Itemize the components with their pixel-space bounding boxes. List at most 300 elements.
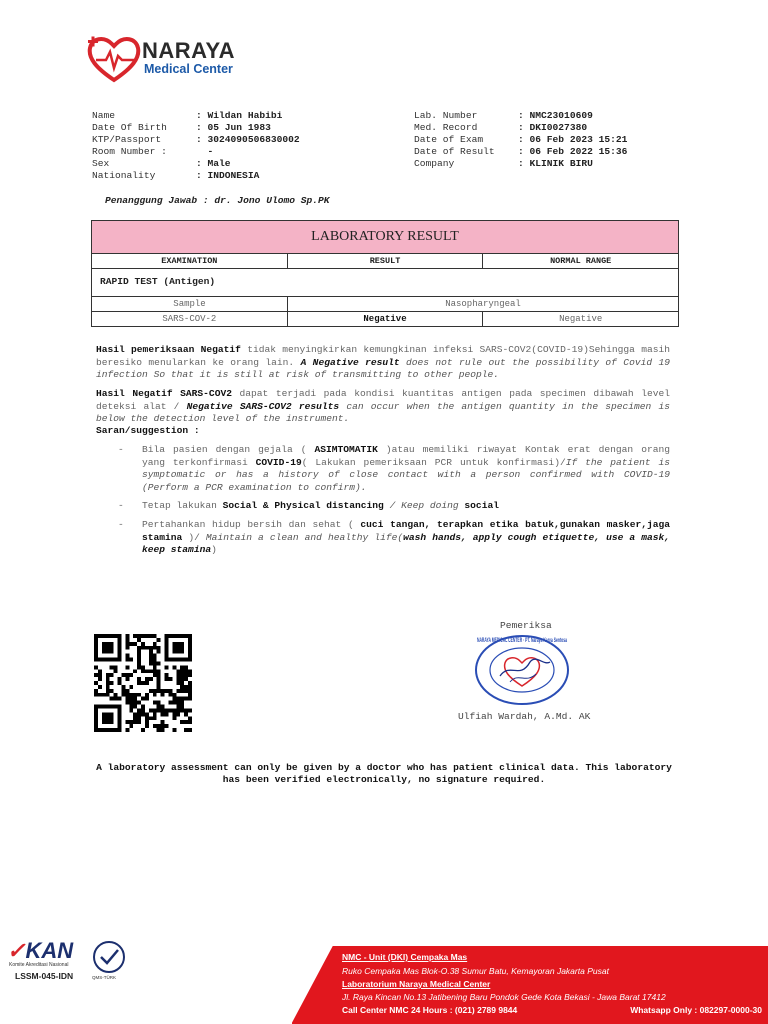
qr-module [114,669,118,673]
logo-subtitle: Medical Center [144,62,233,76]
info-value: : 05 Jun 1983 [196,122,271,133]
qr-module [184,685,188,689]
qr-code [94,634,192,732]
info-label: Company [414,158,455,169]
qr-module [145,669,149,673]
text-bold-italic: wash hands, apply cough etiquette, use a mask, keep stamina [142,531,670,555]
call-center: Call Center NMC 24 Hours : (021) 2789 9844 [342,1005,518,1015]
qr-module [180,708,184,712]
qr-module [149,716,153,720]
qr-module [114,665,118,669]
qr-module [125,689,129,693]
qr-module [141,705,145,709]
whatsapp: Whatsapp Only : 082297-0000-30 [630,1005,762,1015]
qr-module [141,646,145,650]
qr-module [165,665,169,669]
qr-module [141,728,145,732]
suggestion-item [118,444,670,494]
qr-module [145,697,149,701]
text-bold: ASIMTOMATIK [314,444,378,455]
qr-module [125,673,129,677]
lab-result-table [91,220,679,327]
qr-module [145,693,149,697]
text-bold: social [464,500,499,511]
qms-badge-icon [92,940,126,974]
qr-module [118,697,122,701]
qr-module [125,642,129,646]
kan-subtitle: Komite Akreditasi Nasional [9,962,69,968]
qr-module [165,673,169,677]
qr-module [145,712,149,716]
qr-module [137,712,141,716]
qr-module [129,697,133,701]
qr-module [110,681,114,685]
qr-module [180,720,184,724]
qr-module [106,689,110,693]
disclaimer: A laboratory assessment can only be given by a doctor who has patient clinical data. This laboratory has been verified electronically, no signature required. [96,762,672,785]
qr-module [145,681,149,685]
qr-module [184,697,188,701]
logo-brand: NARAYA [142,38,236,63]
footer-lab-name: Laboratorium Naraya Medical Center [342,979,491,989]
qr-module [161,720,165,724]
qr-module [137,716,141,720]
qr-module [172,712,176,716]
qr-module [157,669,161,673]
info-row [92,170,300,182]
qr-module [94,681,98,685]
qr-module [133,642,137,646]
qr-module [157,724,161,728]
kan-text: KAN [25,938,74,963]
bullet-dash: - [118,500,124,511]
qr-module [157,677,161,681]
qr-module [125,646,129,650]
qr-module [110,689,114,693]
note-negative-result [96,344,670,382]
qr-module [176,705,180,709]
qr-module [141,712,145,716]
qr-module [110,697,114,701]
qr-module [125,665,129,669]
table-header [92,254,678,269]
qr-module [157,650,161,654]
qr-module [102,693,106,697]
qr-module [165,689,169,693]
qr-module [137,650,141,654]
info-row [414,158,627,170]
col-result: RESULT [287,254,483,268]
info-value: : 06 Feb 2022 15:36 [518,146,628,157]
qr-module [172,701,176,705]
qr-module [188,685,192,689]
footer-contact-banner [292,946,768,1024]
qr-module [153,701,157,705]
qr-module [137,665,141,669]
qr-module [125,701,129,705]
qr-module [137,681,141,685]
bullet-dash: - [118,444,124,455]
clinic-stamp [470,632,575,707]
qr-module [153,673,157,677]
qr-module [180,697,184,701]
qr-module [149,661,153,665]
table-row [92,311,678,326]
qr-module [153,665,157,669]
qr-module [149,650,153,654]
col-normal-range: NORMAL RANGE [482,254,678,268]
qr-finder-module [102,642,114,654]
qr-module [188,673,192,677]
qr-module [118,681,122,685]
info-label: Sex [92,158,110,169]
info-value: : INDONESIA [196,170,260,181]
note-italic: does not rule out the possibility of Covid 19 infection So that it is still at risk of transmitting to other people. [96,356,670,380]
info-row [92,110,300,122]
text-bold: Social & Physical distancing [222,500,384,511]
info-value: : NMC23010609 [518,110,593,121]
info-label: Date of Exam [414,134,484,145]
qr-module [125,693,129,697]
qr-module [184,665,188,669]
qr-module [180,665,184,669]
qr-module [176,701,180,705]
suggestion-text [142,500,670,513]
qr-module [137,677,141,681]
qr-module [180,669,184,673]
qr-module [133,705,137,709]
qr-module [165,724,169,728]
info-row [92,158,300,170]
qr-module [133,701,137,705]
qr-module [153,716,157,720]
sample-label: Sample [173,299,206,309]
qr-module [180,705,184,709]
qr-module [125,728,129,732]
qr-module [141,634,145,638]
info-row [92,134,300,146]
kan-accreditation-logo [7,938,87,988]
info-value: : Male [196,158,231,169]
qr-module [129,685,133,689]
qr-module [133,716,137,720]
qr-module [141,708,145,712]
penanggung-jawab: Penanggung Jawab : dr. Jono Ulomo Sp.PK [105,195,330,206]
bullet-dash: - [118,519,124,530]
qr-module [172,693,176,697]
qr-module [121,693,125,697]
qr-module [188,720,192,724]
qr-module [157,689,161,693]
qr-module [180,701,184,705]
result-value: Negative [287,312,483,326]
qr-module [180,673,184,677]
qr-module [125,697,129,701]
qr-module [188,716,192,720]
info-value: : 3024090506830002 [196,134,300,145]
suggestion-heading: Saran/suggestion : [96,425,200,436]
qr-module [106,677,110,681]
qr-module [157,638,161,642]
info-label: KTP/Passport [92,134,162,145]
qr-module [161,712,165,716]
qr-module [157,708,161,712]
info-label: Lab. Number [414,110,478,121]
qr-module [141,669,145,673]
qr-module [180,677,184,681]
qr-module [137,720,141,724]
qr-module [157,705,161,709]
qms-logo [92,940,130,982]
note-antigen-level [96,388,670,426]
qr-module [114,693,118,697]
qr-module [188,689,192,693]
qr-module [149,677,153,681]
qr-module [125,720,129,724]
qr-module [161,693,165,697]
qr-module [168,693,172,697]
info-label: Name [92,110,116,121]
qr-module [129,673,133,677]
qr-module [133,634,137,638]
qr-module [157,685,161,689]
qr-module [149,689,153,693]
qr-module [133,697,137,701]
qr-module [98,669,102,673]
qr-module [161,705,165,709]
qr-module [129,642,133,646]
qr-module [149,708,153,712]
info-label: Date of Result [414,146,495,157]
qr-module [133,669,137,673]
info-label: Room Number : [92,146,167,157]
qr-module [141,665,145,669]
qr-module [176,689,180,693]
info-row [414,110,627,122]
info-label: Nationality [92,170,156,181]
suggestion-item [118,519,670,557]
qr-module [188,708,192,712]
qr-module [145,724,149,728]
qr-module [168,677,172,681]
text-span: ( Lakukan pemeriksaan PCR untuk konfirmasi)/ [301,456,566,468]
qr-module [168,708,172,712]
info-row [92,122,300,134]
qr-finder-module [102,712,114,724]
qr-module [172,716,176,720]
qr-finder-module [172,642,184,654]
qr-module [172,708,176,712]
col-examination: EXAMINATION [161,256,218,266]
qr-module [121,685,125,689]
qr-module [133,693,137,697]
patient-info-right [414,110,627,170]
qr-module [153,693,157,697]
qr-module [184,720,188,724]
qr-module [180,681,184,685]
qr-module [129,724,133,728]
qr-module [129,708,133,712]
table-row [92,297,678,311]
qr-module [149,634,153,638]
info-label: Med. Record [414,122,478,133]
qr-module [145,677,149,681]
qr-module [106,673,110,677]
qr-module [153,658,157,662]
qr-module [184,689,188,693]
qr-module [188,669,192,673]
parameter: SARS-COV-2 [162,314,217,324]
text-span: )/ [182,531,206,543]
qr-module [145,716,149,720]
qr-module [153,669,157,673]
qr-module [149,669,153,673]
qr-module [98,685,102,689]
note-bold: Hasil Negatif SARS-COV2 [96,388,232,399]
qr-module [141,681,145,685]
qr-module [137,693,141,697]
qr-module [125,654,129,658]
qr-module [168,689,172,693]
qr-module [188,697,192,701]
qr-module [98,693,102,697]
text-span: Pertahankan hidup bersih dan sehat ( [142,519,361,530]
suggestion-text [142,519,670,557]
examiner-label: Pemeriksa [500,620,552,631]
qr-module [172,697,176,701]
note-text: dapat terjadi pada kondisi kuantitas antigen pada specimen dibawah level deteksi alat / [96,388,670,412]
qr-module [176,681,180,685]
qr-module [137,646,141,650]
lssm-number: LSSM-045-IDN [15,971,74,981]
test-name: RAPID TEST (Antigen) [92,269,678,297]
qr-module [129,658,133,662]
qr-module [180,689,184,693]
qr-module [184,669,188,673]
kan-wordmark: ✓KAN [7,938,74,963]
text-bold: COVID-19 [255,456,302,468]
qr-module [153,646,157,650]
footer-unit-address: Ruko Cempaka Mas Blok-O.38 Sumur Batu, Kemayoran Jakarta Pusat [342,966,609,976]
qr-module [145,720,149,724]
note-italic: can occur when the antigen quantity in the specimen is below the detection level of the instrument. [96,400,670,424]
qr-module [165,708,169,712]
lab-title: LABORATORY RESULT [92,221,678,254]
qr-module [153,654,157,658]
qr-module [129,701,133,705]
qr-module [168,701,172,705]
text-span: )atau memiliki riwayat Kontak erat dengan orang yang terkonfirmasi [142,444,670,468]
qr-module [165,712,169,716]
qr-module [137,661,141,665]
qr-module [176,712,180,716]
suggestion-text [142,444,670,494]
text-span: ) [211,544,217,555]
suggestion-item [118,500,670,513]
qr-module [188,728,192,732]
qr-module [94,689,98,693]
qr-module [153,642,157,646]
qr-module [165,677,169,681]
qr-module [137,634,141,638]
text-italic: If the patient is symptomatic or has a history of close contact with a person confirmed with COVID-19 (Perform a PCR examination to confirm). [142,456,670,493]
info-row [414,134,627,146]
examiner-name: Ulfiah Wardah, A.Md. AK [458,711,591,722]
qr-module [157,646,161,650]
qr-module [141,697,145,701]
qr-module [161,728,165,732]
qr-module [157,728,161,732]
stamp-text: NARAYA MEDICAL CENTER · PT. Naraya Karya Sentosa [477,638,568,644]
qr-module [176,669,180,673]
qr-module [137,701,141,705]
heart-logo-icon [86,34,142,84]
info-value: - [196,146,214,157]
qr-module [188,681,192,685]
qr-module [129,693,133,697]
qr-module [176,673,180,677]
qr-module [137,708,141,712]
qr-module [98,673,102,677]
qr-module [176,697,180,701]
qr-module [121,673,125,677]
info-label: Date Of Birth [92,122,167,133]
note-bold-italic: Negative SARS-COV2 results [186,400,340,412]
qr-module [125,677,129,681]
qr-module [188,693,192,697]
qr-module [153,724,157,728]
text-italic: / Keep doing [383,500,465,511]
qr-module [133,720,137,724]
qr-module [137,658,141,662]
qr-module [145,646,149,650]
qr-module [176,708,180,712]
qr-module [98,677,102,681]
qr-module [133,712,137,716]
qr-module [149,646,153,650]
note-bold-italic: A Negative result [300,356,400,368]
qr-module [125,634,129,638]
qr-module [184,673,188,677]
qr-module [176,677,180,681]
footer-contacts [342,1005,762,1015]
info-row [92,146,300,158]
qr-module [129,720,133,724]
footer-unit-name: NMC - Unit (DKI) Cempaka Mas [342,952,468,962]
qr-module [153,708,157,712]
text-span: Bila pasien dengan gejala ( [142,444,315,455]
text-bold: cuci tangan, terapkan etika batuk,gunakan masker,jaga stamina [142,519,670,543]
qr-module [106,685,110,689]
note-bold: Hasil pemeriksaan Negatif [96,344,241,355]
naraya-logo [86,34,256,84]
qr-module [106,693,110,697]
qr-module [161,689,165,693]
qr-module [153,661,157,665]
info-row [414,146,627,158]
info-value: : 06 Feb 2023 15:21 [518,134,628,145]
text-span: Tetap lakukan [142,500,223,511]
qr-module [137,654,141,658]
qr-module [106,681,110,685]
qr-module [94,673,98,677]
note-text: tidak menyingkirkan kemungkinan infeksi SARS-COV2(COVID-19)Sehingga masih beresiko menularkan ke orang lain. [96,344,670,368]
qr-module [121,689,125,693]
info-value: : DKI0027380 [518,122,588,133]
qr-module [161,708,165,712]
qr-module [172,665,176,669]
qr-module [153,712,157,716]
